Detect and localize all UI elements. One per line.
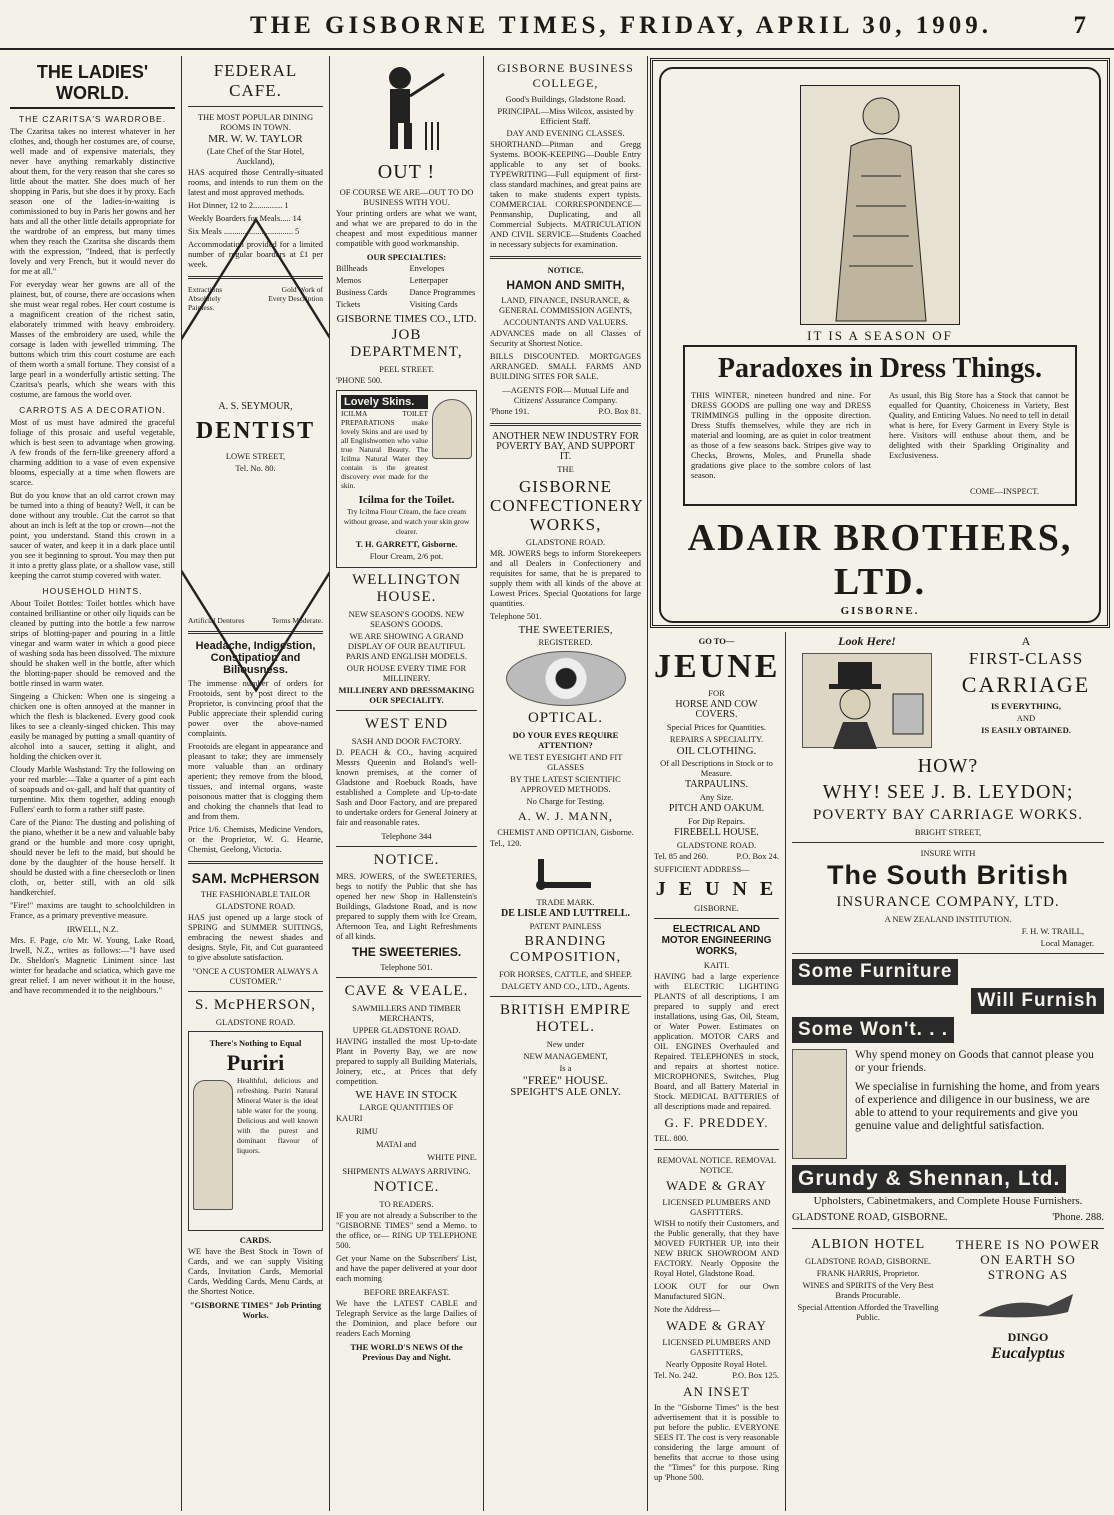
article-paragraph: But do you know that an old carrot crown may be turned into a thing of beauty? Well, it can be done without any trouble. Cut the carrot so that about an inch is left at the top or crown—not the point, you understand. Stand this crown in a saucer of water, and keep it in a dark place until you see it beginning to sprout. You may then put it into a pretty glass plate, or a shallow vase, still keeping the carrot stump covered with water. bbox=[10, 491, 175, 580]
cards-footer: "GISBORNE TIMES" Job Printing Works. bbox=[189, 1300, 322, 1320]
readers-breakfast: BEFORE BREAKFAST. bbox=[363, 1287, 450, 1297]
jeune-size: Any Size. bbox=[699, 792, 734, 802]
job-address: PEEL STREET. bbox=[379, 364, 434, 374]
icilma-name: Icilma for the Toilet. bbox=[358, 494, 455, 506]
look-here: Look Here! bbox=[838, 634, 896, 648]
icilma-ad bbox=[336, 390, 477, 568]
article-paragraph: Cloudy Marble Washstand: Try the following on your red marble:—Take a quarter of a pint each of soapsuds and ox-gall, and half that quantity of turpentine. Mix them together, adding enough Fullers' earth to form a rather stiff paste. bbox=[10, 765, 175, 814]
wellington-body: WE ARE SHOWING A GRAND DISPLAY OF OUR BEAUTIFUL PARIS AND ENGLISH MODELS. bbox=[345, 631, 468, 661]
empire-hotel-footer: SPEIGHT'S ALE ONLY. bbox=[510, 1086, 621, 1098]
jeune-for: FOR bbox=[708, 688, 725, 698]
frootoids-text: The immense number of orders for Frootoids, sent by post direct to the Proprietor, is convincing proof that the Public appreciate their splendid curing power over the above-named complaints. bbox=[188, 679, 323, 738]
delisle-name: DE LISLE AND LUTTRELL. bbox=[501, 908, 630, 919]
west-end-sub: SASH AND DOOR FACTORY. bbox=[351, 736, 462, 746]
albion-title: ALBION HOTEL bbox=[810, 1237, 926, 1252]
jeune-dip: For Dip Repairs. bbox=[688, 816, 745, 826]
confectionery-addr: GLADSTONE ROAD. bbox=[525, 537, 606, 547]
hamon-notice: NOTICE. bbox=[547, 265, 584, 275]
notice-title: NOTICE. bbox=[373, 852, 440, 868]
optician-name: A. W. J. MANN, bbox=[517, 809, 613, 823]
column-6 bbox=[786, 632, 1110, 1511]
electrical-title: ELECTRICAL AND MOTOR ENGINEERING WORKS, bbox=[661, 924, 772, 957]
branding-title: BRANDING COMPOSITION, bbox=[509, 934, 622, 965]
readers-body: We have the LATEST CABLE and Telegraph Service as the large Dailies of the Dominion, and place before our readers Each Morning bbox=[336, 1299, 477, 1338]
wellington-title: WELLINGTON HOUSE. bbox=[352, 572, 461, 605]
wade-gray-addr: Nearly Opposite Royal Hotel. bbox=[665, 1359, 768, 1369]
job-department: JOB DEPARTMENT, bbox=[350, 327, 463, 360]
specialty-item: Memos bbox=[336, 276, 362, 285]
electrical-body: HAVING had a large experience with ELECTRIC LIGHTING PLANTS of all descriptions, I am prepared to supply and erect installations, using Gas, Oil, Steam, or Water Power. Estimates on application. MOTOR CARS and OIL ENGINES Overhauled and Repaired. TELEPHONES in stock, and repairs at shortest notice. MICROPHONES, Switches, Plug Board, and all Battery Material in Stock. MEDICAL BATTERIES of all descriptions made and repaired. bbox=[654, 972, 779, 1111]
cave-veale-addr: UPPER GLADSTONE ROAD. bbox=[352, 1025, 461, 1035]
optical-by: BY THE LATEST SCIENTIFIC APPROVED METHODS. bbox=[510, 774, 621, 794]
specialty-item: Tickets bbox=[336, 300, 361, 309]
column-5 bbox=[648, 632, 786, 1511]
carriage-street: BRIGHT STREET, bbox=[914, 827, 982, 837]
carriage-and: AND bbox=[1016, 713, 1036, 723]
adair-brothers-ad bbox=[650, 58, 1110, 628]
jeune-tarp: TARPAULINS. bbox=[684, 779, 748, 790]
trade-mark-label: TRADE MARK. bbox=[536, 897, 595, 907]
confectionery-body: MR. JOWERS begs to inform Storekeepers and all Dealers in Confectionery and requisites for same, that he is prepared to supply them with all kinds of the above at Lowest Prices. Special Quotations for large quantities. bbox=[490, 549, 641, 608]
sweeteries-tel: Telephone 501. bbox=[380, 962, 433, 972]
article-paragraph: Most of us must have admired the graceful foliage of this prosaic and useful vegetable, which is best seen to advantage when growing. A few fronds of the fern-like greenery afford a charming addition to a vase of even expensive blooms, especially at a time when flowers are scarce. bbox=[10, 418, 175, 487]
job-phone: 'PHONE 500. bbox=[336, 376, 383, 385]
federal-cafe-subtitle: THE MOST POPULAR DINING ROOMS IN TOWN. bbox=[197, 112, 314, 132]
sweeteries-reg-title: THE SWEETERIES, bbox=[518, 624, 613, 636]
college-addr: Good's Buildings, Gladstone Road. bbox=[505, 94, 626, 104]
article-paragraph: Singeing a Chicken: When one is singeing a chicken one is often annoyed at the manner in which the flesh is blackened. Every good cook likes to see a cleanly-singed chicken. This may easily be managed by putting a small quantity of alcohol into a saucer, setting it alight, and holding the chicken over it. bbox=[10, 692, 175, 761]
wade-gray-box: P.O. Box 125. bbox=[732, 1371, 779, 1380]
grundy-phone: 'Phone. 288. bbox=[1052, 1212, 1104, 1223]
puriri-name: Puriri bbox=[226, 1050, 285, 1075]
cards-title: CARDS. bbox=[239, 1235, 272, 1245]
grundy-sub: Upholsters, Cabinetmakers, and Complete House Furnishers. bbox=[813, 1195, 1083, 1207]
newspaper-title: THE GISBORNE TIMES, FRIDAY, APRIL 30, 1909. bbox=[250, 12, 993, 39]
wade-gray-tel: Tel. No. 242. bbox=[654, 1371, 698, 1380]
optical-question: DO YOUR EYES REQUIRE ATTENTION? bbox=[512, 730, 619, 750]
college-title: GISBORNE BUSINESS COLLEGE, bbox=[497, 61, 634, 90]
firebell-road: GLADSTONE ROAD. bbox=[676, 840, 757, 850]
optical-title: OPTICAL. bbox=[527, 710, 604, 726]
firebell-tel: Tel. 85 and 260. bbox=[654, 852, 709, 861]
federal-cafe-title: FEDERAL CAFE. bbox=[213, 61, 298, 100]
wade-gray-title: WADE & GRAY bbox=[666, 1178, 767, 1193]
carriage-why: WHY! SEE J. B. LEYDON; bbox=[822, 781, 1074, 803]
specialties-list bbox=[336, 264, 477, 310]
optician-tel: Tel., 120. bbox=[490, 839, 522, 848]
notice-body: MRS. JOWERS, of the SWEETERIES, begs to notify the Public that she has opened her new Shop in Hallenstein's Buildings, Gladstone Road, and is now prepared to supply them with Ice Cream, Afternoon Tea, and Light Refreshments of all kinds. bbox=[336, 872, 477, 941]
dentist-name: A. S. SEYMOUR, bbox=[218, 401, 293, 412]
furniture-banner-3: Some Won't. . . bbox=[792, 1017, 954, 1043]
empire-hotel-text: New under bbox=[546, 1039, 585, 1049]
gentleman-illustration bbox=[802, 653, 932, 748]
meal-line: Six Meals ................................. 5 bbox=[188, 227, 300, 236]
furniture-why: Why spend money on Goods that cannot please you or your friends. bbox=[855, 1049, 1094, 1074]
wade-notice: REMOVAL NOTICE. REMOVAL NOTICE. bbox=[656, 1155, 777, 1175]
carriage-works: POVERTY BAY CARRIAGE WORKS. bbox=[812, 807, 1084, 823]
dentist-tel: Tel. No. 80. bbox=[235, 463, 276, 473]
out-sub: OF COURSE WE ARE—OUT TO DO BUSINESS WITH YOU. bbox=[339, 187, 474, 207]
carriage-a: A bbox=[1021, 634, 1031, 648]
dentist-title: DENTIST bbox=[195, 418, 316, 444]
puriri-head: There's Nothing to Equal bbox=[209, 1038, 302, 1048]
timber-item: KAURI bbox=[336, 1114, 363, 1123]
dentist-corner: Extractions Absolutely Painless. bbox=[188, 285, 223, 312]
hamon-body: ADVANCES made on all Classes of Security at Shortest Notice. bbox=[490, 329, 641, 348]
empire-hotel-text: NEW MANAGEMENT, bbox=[523, 1051, 608, 1061]
job-company: GISBORNE TIMES CO., LTD. bbox=[336, 313, 477, 325]
wade-gray-look: LOOK OUT for our Own Manufactured SIGN. bbox=[654, 1282, 779, 1301]
article-paragraph: "Fire!" maxims are taught to schoolchildren in France, as a primary preventive measure. bbox=[10, 901, 175, 920]
hamon-title: HAMON AND SMITH, bbox=[506, 278, 625, 292]
readers-body: Get your Name on the Subscribers' List, and have the paper delivered at your door each morning bbox=[336, 1254, 477, 1283]
place-heading: IRWELL, N.Z. bbox=[66, 924, 119, 934]
cave-veale-body: HAVING installed the most Up-to-date Plant in Poverty Bay, we are now prepared to supply all Building Materials, Joinery, etc., at Prices that defy competition. bbox=[336, 1037, 477, 1086]
jeune-pitch: PITCH AND OAKUM. bbox=[668, 803, 765, 814]
wellington-sub: NEW SEASON'S GOODS. NEW SEASON'S GOODS. bbox=[348, 609, 465, 629]
column-ladies-world bbox=[4, 56, 182, 1511]
icilma-agent: T. H. GARRETT, Gisborne. bbox=[355, 539, 458, 549]
delisle-patent: PATENT PAINLESS bbox=[529, 921, 602, 931]
confectionery-title: GISBORNE CONFECTIONERY WORKS, bbox=[490, 477, 644, 534]
grundy-ad bbox=[792, 959, 1104, 1223]
insure-with: INSURE WITH bbox=[920, 848, 976, 858]
czaritsa-title: THE CZARITSA'S WARDROBE. bbox=[18, 114, 167, 124]
bottle-image bbox=[193, 1080, 233, 1210]
industry-head: ANOTHER NEW INDUSTRY FOR POVERTY BAY, AND SUPPORT IT. bbox=[492, 431, 639, 462]
jeune-logo-2: J E U N E bbox=[655, 878, 778, 900]
cave-veale-ship: SHIPMENTS ALWAYS ARRIVING. bbox=[342, 1166, 471, 1176]
optician-role: CHEMIST AND OPTICIAN, Gisborne. bbox=[497, 827, 634, 837]
hamon-box: P.O. Box 81. bbox=[598, 407, 641, 416]
article-paragraph: About Toilet Bottles: Toilet bottles which have contained brilliantine or other oily liquids can be cleaned by putting into the bottle a few narrow strips of blotting-paper and pouring in a little vinegar and warm water in which a good piece of washing soda has been dissolved. The mixture should be shaken well in the bottle, after which the blotting-paper should be removed and the bottle rinsed in warm water. bbox=[10, 599, 175, 688]
timber-item: WHITE PINE. bbox=[427, 1153, 477, 1162]
adair-left-text: THIS WINTER, nineteen hundred and nine. For DRESS GOODS are pulling one way and DRESS TRIMMINGS pulling in the opposite direction. Dress Stuffs themselves, while they are rich in material and looming, are as quiet in color treatment as those of a few seasons back. Stripes give way to Checks, Browns, Moles, and Prunella shade gradations give place to the sombre colors of last season. bbox=[691, 391, 871, 480]
specialties-title: OUR SPECIALTIES: bbox=[366, 252, 447, 262]
readers-body: IF you are not already a Subscriber to the "GISBORNE TIMES" send a Memo. to the office, or— RING UP TELEPHONE 500. bbox=[336, 1211, 477, 1250]
furniture-banner-2: Will Furnish bbox=[971, 988, 1104, 1014]
furniture-body: We specialise in furnishing the home, and from years of experience and diligence in our business, we are able to attend to your requirements and give you genuine value and delightful satisfaction. bbox=[855, 1081, 1100, 1132]
dentist-corner: Gold Work of Every Description bbox=[268, 285, 323, 303]
south-british-nz: A NEW ZEALAND INSTITUTION. bbox=[884, 914, 1012, 924]
cave-veale-stock: WE HAVE IN STOCK bbox=[355, 1089, 458, 1101]
preddey-tel: TEL. 800. bbox=[654, 1134, 689, 1143]
grundy-banner: Grundy & Shennan, Ltd. bbox=[792, 1165, 1066, 1193]
frootoids-text: Price 1/6. Chemists, Medicine Vendors, or the Proprietor, W. G. Hearne, Chemist, Geelong, Victoria. bbox=[188, 825, 323, 854]
cave-veale-stock2: LARGE QUANTITIES OF bbox=[359, 1102, 454, 1112]
dentist-ad bbox=[188, 285, 323, 625]
albion-wines: WINES and SPIRITS of the Very Best Brands Procurable. bbox=[802, 1280, 934, 1300]
cave-veale-sub: SAWMILLERS AND TIMBER MERCHANTS, bbox=[352, 1003, 461, 1023]
dingo-illustration bbox=[968, 1286, 1088, 1326]
hamon-agents: —AGENTS FOR— Mutual Life and Citizens' Assurance Company. bbox=[502, 385, 629, 405]
dingo-label: DINGO bbox=[1007, 1330, 1049, 1344]
grundy-address: GLADSTONE ROAD, GISBORNE. bbox=[792, 1212, 948, 1223]
frootoids-text: Frootoids are elegant in appearance and pleasant to take; they are immensely more valuable than an ordinary aperient; they remove from the blood, tissues, and internal organs, waste poisonous matter that is clogging them and choking the channels that lead to and from them. bbox=[188, 742, 323, 821]
specialty-item: Letterpaper bbox=[409, 276, 449, 285]
icilma-sub: Try Icilma Flour Cream, the face cream without grease, and watch your skin grow clearer. bbox=[343, 507, 470, 536]
south-british-role: Local Manager. bbox=[1040, 938, 1094, 948]
branding-for: FOR HORSES, CATTLE, and SHEEP. bbox=[499, 969, 632, 979]
page-number: 7 bbox=[1073, 12, 1090, 39]
article-paragraph: Care of the Piano: The dusting and polishing of the piano, whether it be a new and valuable baby grand or the humble and more cosy upright, should never be left to the maid, but should be done by the daughter of the house herself. It should be dusted with a fine cheesecloth or linen cloth, or, better still, with an old silk handkerchief. bbox=[10, 818, 175, 897]
hamon-sub: LAND, FINANCE, INSURANCE, & GENERAL COMMISSION AGENTS, bbox=[498, 295, 633, 315]
cafe-accommodation: Accommodation provided for a limited number of regular boarders at £1 per week. bbox=[188, 240, 323, 269]
out-title: OUT ! bbox=[377, 161, 436, 183]
masthead bbox=[0, 0, 1114, 50]
ladies-world-heading: THE LADIES' WORLD. bbox=[10, 62, 175, 109]
cards-body: WE have the Best Stock in Town of Cards, and we can supply Visiting Cards, Invitation Cards, Memorial Cards, Wedding Cards, Menu Cards, at the Shortest Notice. bbox=[188, 1247, 323, 1296]
timber-item: RIMU bbox=[356, 1127, 378, 1136]
wade-gray-sub-2: LICENSED PLUMBERS AND GASFITTERS, bbox=[662, 1337, 771, 1357]
meal-line: Weekly Boarders for Meals..... 14 bbox=[188, 214, 302, 223]
household-hints-title: HOUSEHOLD HINTS. bbox=[42, 586, 143, 596]
mcpherson-addr: GLADSTONE ROAD. bbox=[215, 901, 296, 911]
article-paragraph: The Czaritsa takes no interest whatever in her clothes, and, though her costumes are, of course, well made and of expensive materials, they never have anything remarkably distinctive about them, for the very reason that she cares so little about the matter. She does much of her shopping in Paris, but she does it by proxy. Each season one of the ladies-in-waiting is commissioned to buy in Paris her gowns and her hats and all the other little details appropriate for the wardrobe of an empress, but many times when they reach the Czaritsa she discards them with the expression, "Indeed, that is perfectly lovely and very French, but it would never do for me at all." bbox=[10, 127, 175, 276]
jeune-special: Special Prices for Quantities. bbox=[666, 722, 767, 732]
frootoids-title: Headache, Indigestion, Constipation and Biliousness. bbox=[195, 640, 316, 676]
hamon-sub2: ACCOUNTANTS AND VALUERS. bbox=[503, 317, 628, 327]
albion-proprietor: FRANK HARRIS, Proprietor. bbox=[816, 1268, 920, 1278]
notice-title: NOTICE. bbox=[373, 1179, 440, 1195]
column-4 bbox=[484, 56, 648, 1511]
mcpherson-body: HAS just opened up a large stock of SPRING and SUMMER SUITINGS, embracing the newest shades and designs. Style, Fit, and Cut guaranteed to give absolute satisfaction. bbox=[188, 913, 323, 962]
specialty-item: Visiting Cards bbox=[409, 300, 458, 309]
out-body: Your printing orders are what we want, and what we are prepared to do in the cheapest and most expeditious manner compatible with good workmanship. bbox=[336, 209, 477, 248]
industry-the: THE bbox=[557, 464, 574, 474]
jeune-oil: OIL CLOTHING. bbox=[676, 745, 757, 757]
dentist-corner: Artificial Dentures bbox=[188, 616, 245, 625]
firebell-box: P.O. Box 24. bbox=[736, 852, 779, 861]
optical-free: No Charge for Testing. bbox=[526, 796, 605, 806]
west-end-title: WEST END bbox=[364, 716, 449, 732]
wade-gray-sub: LICENSED PLUMBERS AND GASFITTERS. bbox=[662, 1197, 771, 1217]
goto: GO TO— bbox=[698, 636, 735, 646]
college-classes: DAY AND EVENING CLASSES. bbox=[506, 128, 625, 138]
lady-portrait bbox=[432, 399, 472, 459]
dress-illustration bbox=[800, 85, 960, 325]
jeune-all: Of all Descriptions in Stock or to Measure. bbox=[660, 758, 773, 778]
icilma-title: Lovely Skins. bbox=[341, 395, 428, 409]
inset-body: In the "Gisborne Times" is the best advertisement that it is possible to put before the public. EVERYONE SEES IT. The cost is very reasonable considering the large amount of benefits that accrue to those using the "Times" for this purpose. Ring up 'Phone 500. bbox=[654, 1403, 779, 1482]
inset-title: AN INSET bbox=[683, 1384, 750, 1399]
paradoxes-headline: Paradoxes in Dress Things. bbox=[717, 353, 1043, 384]
eye-illustration bbox=[506, 651, 626, 706]
college-principal: PRINCIPAL—Miss Wilcox, assisted by Efficient Staff. bbox=[497, 106, 634, 126]
cave-veale-title: CAVE & VEALE. bbox=[344, 983, 469, 999]
wade-gray-body: WISH to notify their Customers, and the Public generally, that they have MOVED FURTHER UP, into their NEW BRICK SHOWROOM AND FACTORY. Nearly Opposite the Royal Hotel, Gladstone Road. bbox=[654, 1219, 779, 1278]
west-end-tel: Telephone 344 bbox=[381, 831, 432, 841]
branding-agent: DALGETY AND CO., LTD., Agents. bbox=[501, 981, 630, 991]
wellington-body: OUR HOUSE EVERY TIME FOR MILLINERY. bbox=[346, 663, 467, 683]
adair-city: GISBORNE. bbox=[840, 605, 920, 617]
college-body: SHORTHAND—Pitman and Gregg Systems. BOOK-KEEPING—Double Entry applicable to any set of books. TYPEWRITING—Full equipment of first-class standard machines, and great pains are taken to make students expert typists. COMMERCIAL CORRESPONDENCE—Penmanship, Duplicating, and all Commercial Subjects. MATRICULATION AND CIVIL SERVICE—Students Coached in necessary subjects for examination. bbox=[490, 140, 641, 249]
eucalyptus-label: Eucalyptus bbox=[991, 1345, 1065, 1362]
column-3 bbox=[330, 56, 484, 1511]
specialty-item: Envelopes bbox=[409, 264, 445, 273]
season-text: IT IS A SEASON OF bbox=[807, 328, 953, 343]
proprietor-late: (Late Chef of the Star Hotel, Auckland), bbox=[206, 146, 305, 166]
carrots-title: CARROTS AS A DECORATION. bbox=[19, 405, 166, 415]
south-british-company: INSURANCE COMPANY, LTD. bbox=[836, 894, 1060, 910]
meal-line: Hot Dinner, 12 to 2.............. 1 bbox=[188, 201, 289, 210]
puriri-body: Healthful, delicious and refreshing. Puriri Natural Mineral Water is the ideal table water for the young. Delicious and well known with the purest and dominant flavour of liquors. bbox=[237, 1076, 318, 1155]
article-paragraph: For everyday wear her gowns are all of the plainest, but, of course, there are occasions when she must wear regal robes. Her court costume is a magnificent creation of the richest satin, elaborately trimmed with heavy embroidery. Masses of the embroidery are used, while the corsage is laden with jewelled trimming. The buttons which trim this court costume are each of them worth a small fortune. They consist of a large pearl in a wonderfully artistic setting. The Czaritsa's pearls, which she wears with this costume, are famous the world over. bbox=[10, 280, 175, 399]
come-inspect: COME—INSPECT. bbox=[969, 486, 1039, 496]
dentist-corner: Terms Moderate. bbox=[271, 616, 323, 625]
puriri-ad bbox=[188, 1031, 323, 1231]
adair-brand: ADAIR BROTHERS, LTD. bbox=[687, 517, 1073, 603]
trade-mark-logo bbox=[531, 853, 601, 893]
column-2 bbox=[182, 56, 330, 1511]
hamon-list: BILLS DISCOUNTED. MORTGAGES ARRANGED. SMALL FARMS AND BUILDING SITES FOR SALE. bbox=[490, 352, 641, 381]
carriage-easy: IS EASILY OBTAINED. bbox=[981, 725, 1071, 735]
preddey-name: G. F. PREDDEY. bbox=[664, 1115, 769, 1130]
hamon-phone: 'Phone 191. bbox=[490, 407, 530, 416]
wade-gray-note: Note the Address— bbox=[654, 1305, 721, 1314]
jeune-repairs: REPAIRS A SPECIALITY. bbox=[669, 734, 764, 744]
confectionery-tel: Telephone 501. bbox=[490, 612, 542, 621]
specialty-item: Billheads bbox=[336, 264, 368, 273]
specialty-item: Business Cards bbox=[336, 288, 388, 297]
specialty-item: Dance Programmes bbox=[409, 288, 476, 297]
icilma-body: ICILMA TOILET PREPARATIONS make lovely Skins and are used by all Englishwomen who value true Natural Beauty. The Icilma Natural Water they contain is the greatest discovery ever made for the skin. bbox=[341, 409, 428, 490]
albion-attention: Special Attention Afforded the Travelling Public. bbox=[797, 1302, 939, 1322]
jeune-suff: SUFFICIENT ADDRESS— bbox=[654, 865, 750, 874]
carriage-every: IS EVERYTHING, bbox=[990, 701, 1062, 711]
readers-sub: TO READERS. bbox=[379, 1199, 434, 1209]
mcpherson-addr: GLADSTONE ROAD. bbox=[215, 1017, 296, 1027]
electrical-city: KAITI. bbox=[703, 960, 730, 970]
readers-footer: THE WORLD'S NEWS Of the Previous Day and Night. bbox=[350, 1342, 463, 1362]
furniture-banner-1: Some Furniture bbox=[792, 959, 958, 985]
mcpherson-name: S. McPHERSON, bbox=[195, 997, 316, 1013]
empire-hotel-title: BRITISH EMPIRE HOTEL. bbox=[499, 1002, 632, 1035]
mcpherson-motto: "ONCE A CUSTOMER ALWAYS A CUSTOMER." bbox=[192, 966, 319, 986]
carriage-first: FIRST-CLASS bbox=[968, 649, 1084, 668]
wade-gray-title-2: WADE & GRAY bbox=[666, 1318, 767, 1333]
empire-hotel-free: "FREE" HOUSE. bbox=[522, 1073, 609, 1087]
optical-test: WE TEST EYESIGHT AND FIT GLASSES bbox=[508, 752, 623, 772]
proprietor-name: MR. W. W. TAYLOR bbox=[208, 133, 303, 145]
albion-address: GLADSTONE ROAD, GISBORNE. bbox=[805, 1256, 931, 1266]
article-paragraph: Mrs. F. Page, c/o Mr. W. Young, Lake Road, Irwell, N.Z., writes as follows:—"I have used Dr. Sheldon's Magnetic Liniment since last winter for headache and sciatica, which gave me great relief. I am never without it in the house, and have recommended it to the neighbours." bbox=[10, 936, 175, 995]
mcpherson-title: SAM. McPHERSON bbox=[191, 870, 320, 886]
jeune-covers: HORSE AND COW COVERS. bbox=[675, 699, 758, 720]
cafe-body: HAS acquired those Centrally-situated rooms, and intends to run them on the latest and most approved methods. bbox=[188, 168, 323, 197]
jeune-city: GISBORNE. bbox=[694, 903, 739, 913]
cricket-illustration bbox=[352, 62, 462, 157]
carriage-how: HOW? bbox=[917, 755, 979, 777]
timber-item: MATAI and bbox=[376, 1140, 417, 1149]
west-end-body: D. PEACH & CO., having acquired Messrs Queenin and Boland's well-known premises, at the corner of Gladstone and Roebuck Roads, have established a Complete and Up-to-date Sash and Door Factory, and are prepared to undertake orders for General Joinery at fair and reasonable rates. bbox=[336, 748, 477, 827]
chair-illustration bbox=[792, 1049, 847, 1159]
south-british-logo: The South British bbox=[827, 860, 1069, 890]
adair-right-text: As usual, this Big Store has a Stock that cannot be equalled for Quantity, Choiceness in Variety, Best Quality, and Enticing Values. No need to tell in detail what is here, for Every Garment in Every Style is here. Visitors will enthuse about them, and be delighted with their Sparkling Originality and Exclusiveness. bbox=[889, 391, 1069, 460]
south-british-agent: F. H. W. TRAILL, bbox=[1021, 926, 1084, 936]
sweeteries-title: THE SWEETERIES. bbox=[351, 945, 462, 959]
icilma-price: Flour Cream, 2/6 pot. bbox=[369, 551, 444, 561]
empire-hotel-text: Is a bbox=[559, 1063, 572, 1073]
mcpherson-sub: THE FASHIONABLE TAILOR bbox=[200, 889, 311, 899]
jeune-logo: JEUNE bbox=[654, 648, 781, 685]
carriage-word: CARRIAGE bbox=[961, 672, 1091, 697]
firebell-house: FIREBELL HOUSE. bbox=[674, 827, 759, 838]
power-text: THERE IS NO POWER ON EARTH SO STRONG AS bbox=[955, 1237, 1101, 1282]
wellington-spec: MILLINERY AND DRESSMAKING OUR SPECIALITY. bbox=[338, 685, 475, 705]
dentist-address: LOWE STREET, bbox=[225, 451, 286, 461]
sweeteries-reg: REGISTERED. bbox=[538, 637, 593, 647]
